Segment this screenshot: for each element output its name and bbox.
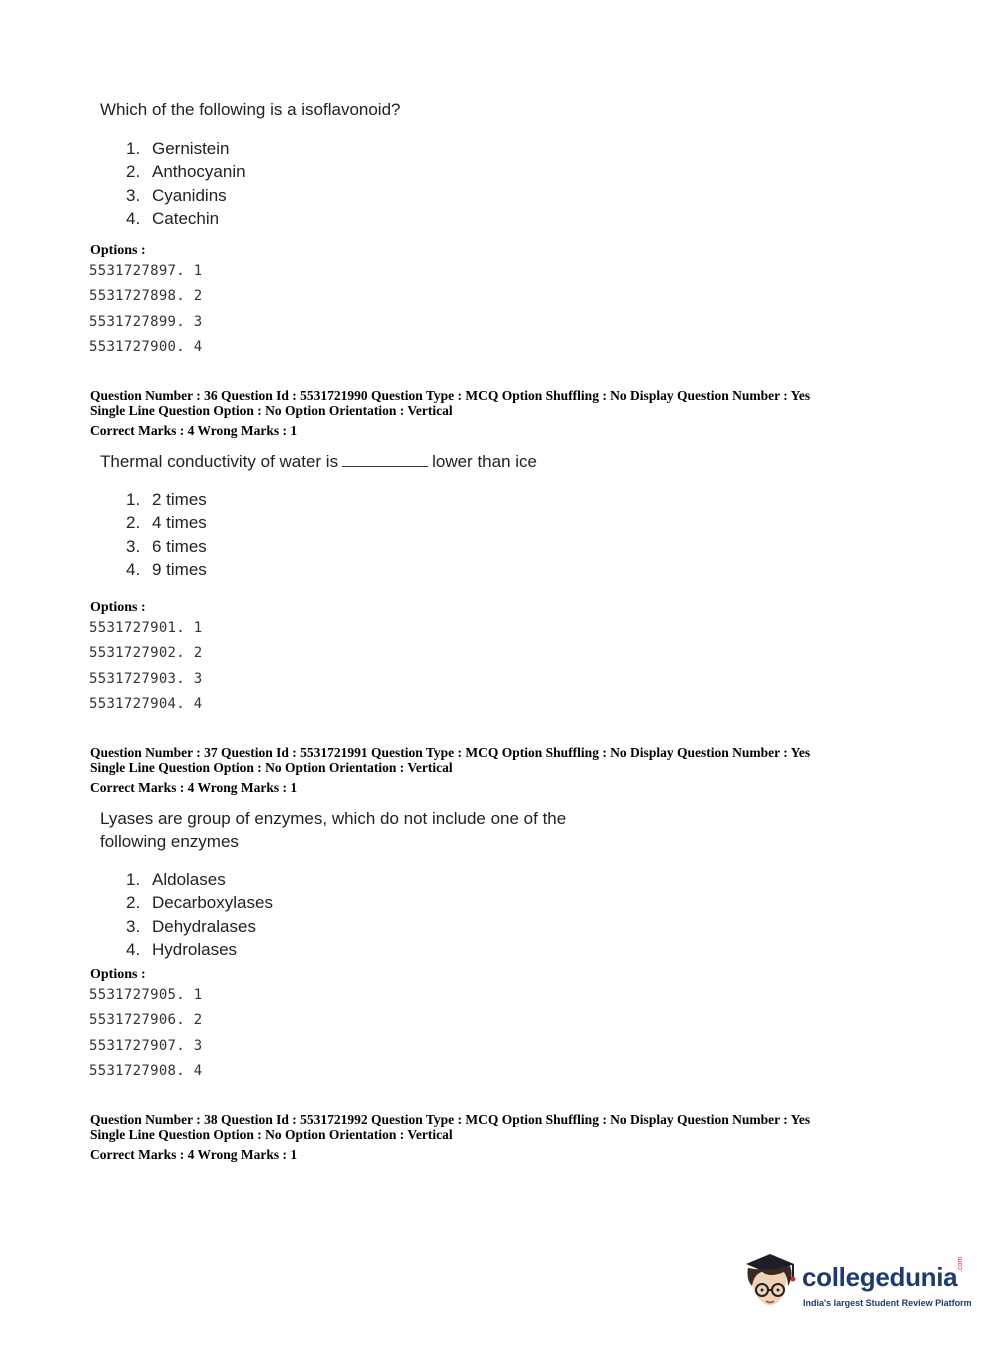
question-text: Thermal conductivity of water is lower than ice: [100, 452, 537, 471]
option-id: 5531727899. 3: [89, 313, 203, 330]
option-id: 5531727900. 4: [89, 339, 203, 356]
brand-name: collegedunia: [802, 1262, 958, 1292]
question-meta: [90, 1112, 810, 1162]
choice-list: [126, 868, 273, 961]
option-id: 5531727907. 3: [89, 1037, 203, 1054]
options-label: Options :: [90, 967, 146, 982]
student-mascot-icon: [740, 1250, 800, 1312]
question-text: Lyases are group of enzymes, which do not include one of the following enzymes: [100, 809, 567, 851]
meta-line: Question Number : 36 Question Id : 5531721990 Question Type : MCQ Option Shuffling : No Display Question Number : Yes: [90, 388, 811, 403]
option-id-list: [89, 616, 202, 718]
option-id: 5531727901. 1: [89, 620, 203, 636]
choice-item: 2. Decarboxylases: [126, 893, 273, 913]
meta-line: Question Number : 38 Question Id : 5531721992 Question Type : MCQ Option Shuffling : No Display Question Number : Yes: [90, 1112, 811, 1127]
question-meta: [90, 745, 810, 795]
option-id: 5531727906. 2: [89, 1012, 203, 1029]
brand-suffix: .com: [957, 1256, 964, 1272]
brand-tagline: India's largest Student Review Platform: [803, 1298, 972, 1308]
choice-item: 1. 2 times: [126, 490, 207, 509]
fill-blank: [342, 452, 428, 467]
choice-item: 4. 9 times: [126, 559, 207, 579]
meta-line: Single Line Question Option : No Option Orientation : Vertical: [90, 403, 453, 418]
choice-item: 2. 4 times: [126, 513, 207, 533]
choice-item: 4. Catechin: [126, 208, 220, 228]
option-id: 5531727898. 2: [89, 288, 203, 305]
question-text: Which of the following is a isoflavonoid?: [100, 100, 401, 119]
choice-item: 1. Aldolases: [126, 870, 226, 889]
marks-line: Correct Marks : 4 Wrong Marks : 1: [90, 780, 298, 795]
option-id-list: [89, 259, 202, 361]
meta-line: Single Line Question Option : No Option Orientation : Vertical: [90, 760, 453, 775]
option-id: 5531727897. 1: [89, 263, 203, 279]
meta-line: Single Line Question Option : No Option Orientation : Vertical: [90, 1127, 453, 1142]
collegedunia-logo: [740, 1250, 970, 1315]
choice-item: 4. Hydrolases: [126, 939, 238, 959]
option-id: 5531727902. 2: [89, 645, 203, 662]
choice-list: [126, 137, 246, 230]
choice-item: 3. Cyanidins: [126, 185, 227, 205]
choice-list: [126, 488, 207, 581]
options-label: Options :: [90, 600, 146, 615]
question-meta: [90, 388, 810, 438]
option-id-list: [89, 983, 202, 1085]
choice-item: 2. Anthocyanin: [126, 162, 246, 182]
option-id: 5531727904. 4: [89, 696, 203, 713]
choice-item: 1. Gernistein: [126, 139, 230, 158]
choice-item: 3. 6 times: [126, 536, 207, 556]
option-id: 5531727908. 4: [89, 1063, 203, 1080]
option-id: 5531727905. 1: [89, 987, 203, 1003]
meta-line: Question Number : 37 Question Id : 5531721991 Question Type : MCQ Option Shuffling : No Display Question Number : Yes: [90, 745, 811, 760]
options-label: Options :: [90, 243, 146, 258]
choice-item: 3. Dehydralases: [126, 916, 256, 936]
marks-line: Correct Marks : 4 Wrong Marks : 1: [90, 423, 298, 438]
option-id: 5531727903. 3: [89, 670, 203, 687]
marks-line: Correct Marks : 4 Wrong Marks : 1: [90, 1147, 298, 1162]
